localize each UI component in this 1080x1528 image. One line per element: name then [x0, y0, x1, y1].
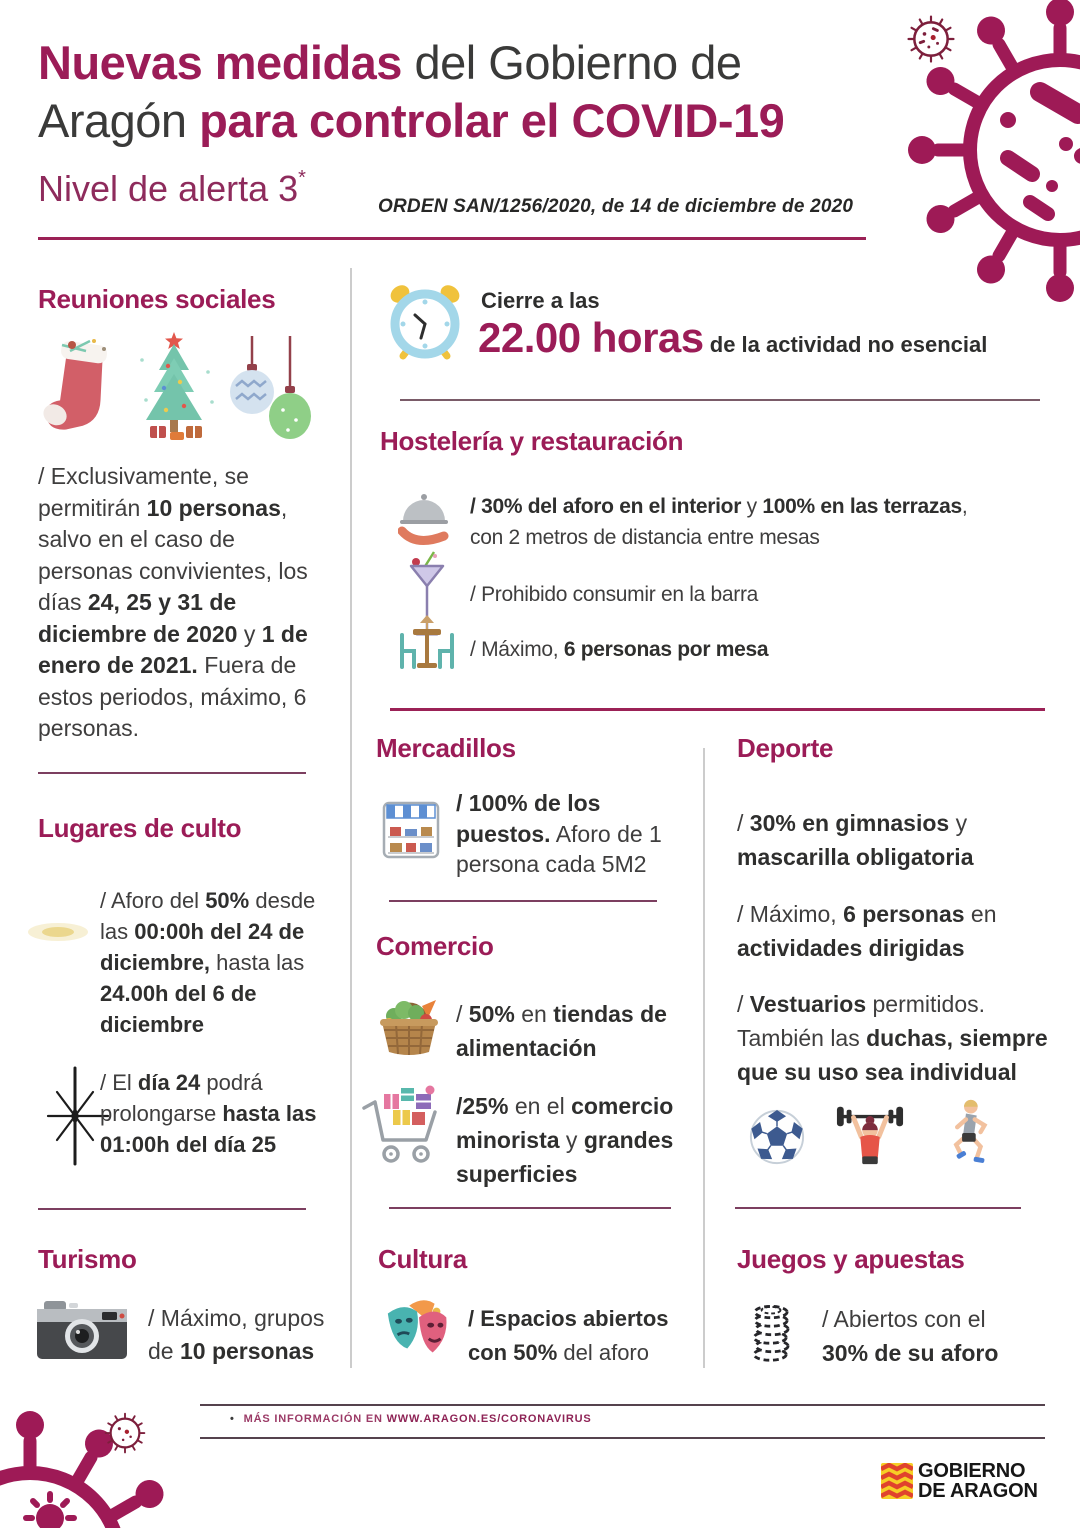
- aragon-shield-icon: [881, 1463, 913, 1499]
- section-title: Juegos y apuestas: [737, 1244, 965, 1274]
- closure-statement: [478, 314, 987, 362]
- section-title: Deporte: [737, 733, 834, 763]
- coronavirus-outline-icon: [902, 10, 960, 68]
- weightlifting-icon: [834, 1100, 906, 1170]
- section-title: Mercadillos: [376, 733, 516, 763]
- order-reference: ORDEN SAN/1256/2020, de 14 de diciembre de 2020: [378, 196, 854, 217]
- vertical-divider: [350, 268, 352, 1368]
- table-chairs-icon: [394, 615, 460, 675]
- hosteleria-item-text: / Máximo, 6 personas por mesa: [470, 638, 769, 661]
- section-title: Turismo: [38, 1244, 137, 1274]
- turismo-item-text: / Máximo, grupos de 10 personas: [148, 1305, 325, 1364]
- page-title-line2: Aragón para controlar el COVID-19: [38, 94, 785, 147]
- section-title: Hostelería y restauración: [380, 426, 684, 456]
- vertical-divider: [703, 748, 705, 1368]
- christmas-tree-icon: [126, 330, 222, 446]
- deporte-item-text: / Vestuarios permitidos. También las duchas, siempre que su uso sea individual: [737, 991, 1048, 1085]
- page-title: [38, 34, 898, 150]
- divider-line: [400, 399, 1040, 401]
- shopping-cart-gifts-icon: [360, 1082, 446, 1172]
- soccer-ball-icon: [748, 1108, 806, 1166]
- divider-line: [38, 772, 306, 774]
- closure-suffix: de la actividad no esencial: [703, 332, 988, 357]
- serving-cloche-icon: [398, 487, 450, 549]
- mercadillos-item-text: / 100% de los puestos. Aforo de 1 persona cada 5M2: [456, 790, 662, 877]
- deporte-item-text: / Máximo, 6 personas en actividades dirigidas: [737, 901, 997, 961]
- deporte-item-text: / 30% en gimnasios y mascarilla obligatoria: [737, 810, 974, 870]
- logo-text: GOBIERNO DE ARAGON: [918, 1460, 1038, 1502]
- baubles-icon: [226, 336, 314, 442]
- more-info-text: [230, 1413, 592, 1425]
- market-stall-icon: [382, 795, 440, 859]
- closure-prefix: Cierre a las: [481, 288, 600, 313]
- divider-line: [390, 708, 1045, 711]
- hosteleria-item-text: / 30% del aforo en el interior y 100% en las terrazas, con 2 metros de distancia entre mesas: [470, 495, 968, 549]
- juegos-item-text: / Abiertos con el 30% de su aforo: [822, 1306, 999, 1366]
- page-title-line1: Nuevas medidas del Gobierno de: [38, 36, 742, 89]
- closure-time: 22.00 horas: [478, 314, 704, 361]
- divider-line: [200, 1437, 1045, 1439]
- section-title: Comercio: [376, 931, 494, 961]
- theater-masks-icon: [380, 1292, 458, 1370]
- culto-item-text: / El día 24 podrá prolongarse hasta las 01:00h del día 25: [100, 1070, 317, 1157]
- divider-line: [38, 1208, 306, 1210]
- christmas-stocking-icon: [42, 333, 118, 443]
- hosteleria-item-text: / Prohibido consumir en la barra: [470, 583, 759, 606]
- divider-line: [389, 900, 657, 902]
- divider-line: [38, 237, 866, 240]
- alert-asterisk: *: [298, 167, 306, 189]
- candle-glow-icon: [26, 918, 90, 946]
- alarm-clock-icon: [385, 276, 465, 364]
- divider-line: [200, 1404, 1045, 1406]
- bullet: •: [230, 1413, 235, 1425]
- running-icon: [936, 1096, 994, 1172]
- coronavirus-icon: [0, 1398, 195, 1528]
- section-title: Reuniones sociales: [38, 284, 276, 314]
- section-title: Cultura: [378, 1244, 467, 1274]
- info-prefix: MÁS INFORMACIÓN EN: [243, 1413, 387, 1425]
- divider-line: [389, 1207, 671, 1209]
- cultura-item-text: / Espacios abiertos con 50% del aforo: [468, 1306, 669, 1365]
- comercio-item-text: /25% en el comercio minorista y grandes superficies: [456, 1093, 674, 1187]
- alert-level: Nivel de alerta 3*: [38, 167, 306, 209]
- gobierno-aragon-logo: [881, 1461, 1038, 1501]
- info-url: WWW.ARAGON.ES/CORONAVIRUS: [386, 1413, 592, 1425]
- poker-chips-icon: [746, 1296, 798, 1364]
- section-title: Lugares de culto: [38, 813, 242, 843]
- culto-item-text: / Aforo del 50% desde las 00:00h del 24 de diciembre, hasta las 24.00h del 6 de diciembre: [100, 888, 316, 1037]
- coronavirus-outline-icon: [100, 1408, 150, 1458]
- reuniones-paragraph: / Exclusivamente, se permitirán 10 personas, salvo en el caso de personas convivientes, los días 24, 25 y 31 de diciembre de 2020 y 1 de enero de 2021. Fuera de estos periodos, máximo, 6 personas.: [38, 463, 308, 741]
- camera-icon: [36, 1296, 128, 1360]
- grocery-basket-icon: [376, 986, 442, 1058]
- comercio-item-text: / 50% en tiendas de alimentación: [456, 1001, 667, 1061]
- divider-line: [735, 1207, 1021, 1209]
